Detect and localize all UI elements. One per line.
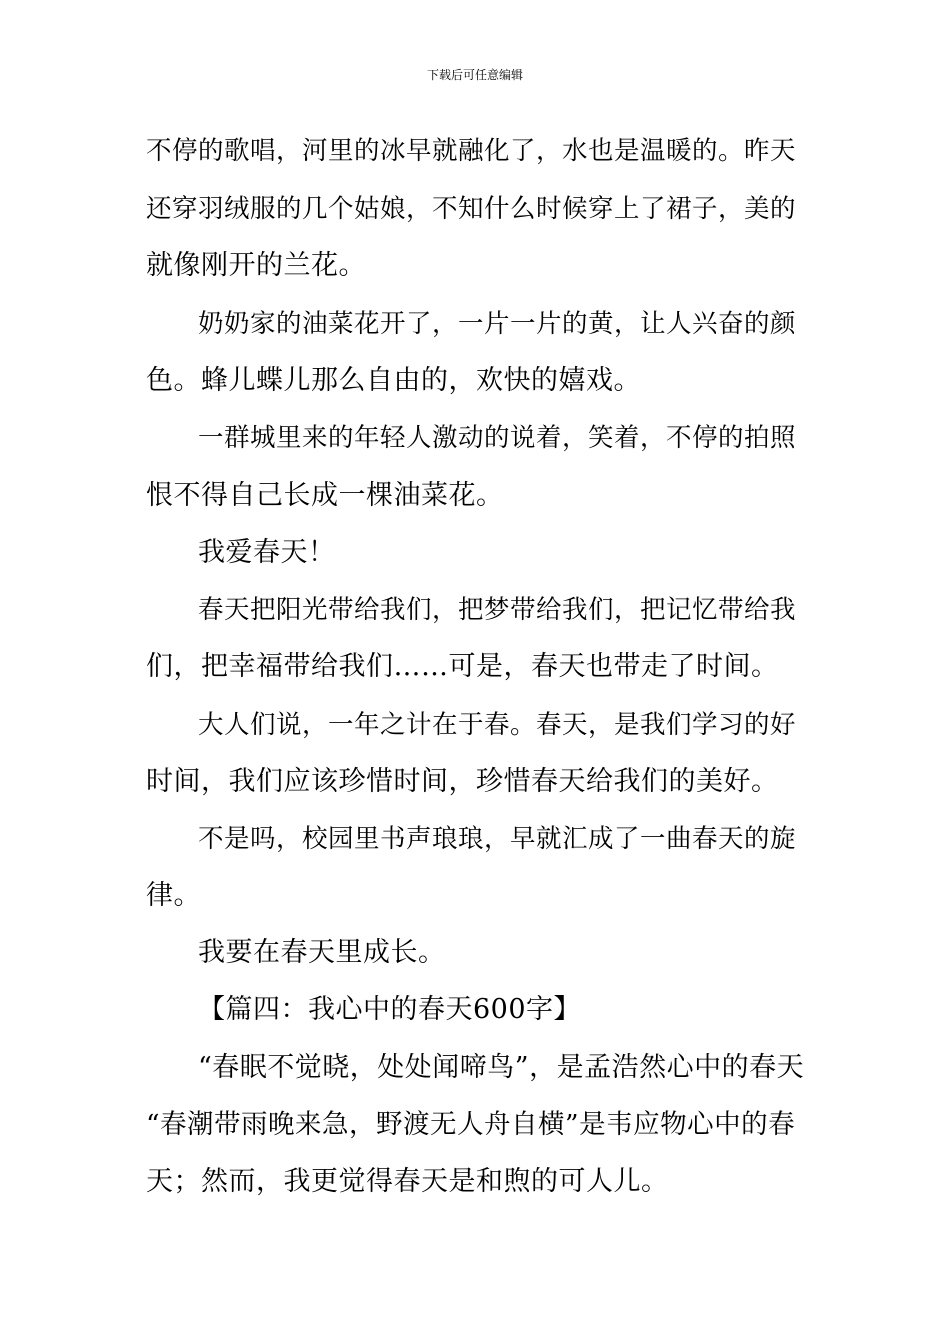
text-line: 一群城里来的年轻人激动的说着，笑着，不停的拍照 [198,423,797,453]
text-line: 还穿羽绒服的几个姑娘，不知什么时候穿上了裙子，美的 [146,194,797,224]
text-line: 不是吗，校园里书声琅琅，早就汇成了一曲春天的旋 [198,824,797,854]
text-line: 天；然而，我更觉得春天是和煦的可人儿。 [146,1166,669,1197]
text-line: 奶奶家的油菜花开了，一片一片的黄，让人兴奋的颜 [198,309,797,339]
text-line: 时间，我们应该珍惜时间，珍惜春天给我们的美好。 [146,766,779,797]
page-header: 下载后可任意编辑 [426,68,523,82]
text-line: 们，把幸福带给我们……可是，春天也带走了时间。 [146,651,779,682]
text-line: 我要在春天里成长。 [198,937,446,968]
text-line: 我爱春天！ [198,537,336,568]
text-line: 春天把阳光带给我们，把梦带给我们，把记忆带给我 [198,595,797,625]
text-line: “春眠不觉晓，处处闻啼鸟”，是孟浩然心中的春天 [198,1052,805,1083]
text-line: 律。 [146,880,201,911]
section-heading: 【篇四：我心中的春天600字】 [198,994,582,1025]
text-line: 大人们说，一年之计在于春。春天，是我们学习的好 [198,710,797,740]
text-line: 恨不得自己长成一棵油菜花。 [146,480,504,511]
text-line: 不停的歌唱，河里的冰早就融化了，水也是温暖的。昨天 [146,136,797,166]
text-line: 就像刚开的兰花。 [146,250,366,281]
text-line: “春潮带雨晚来急，野渡无人舟自横”是韦应物心中的春 [146,1109,796,1140]
text-line: 色。蜂儿蝶儿那么自由的，欢快的嬉戏。 [146,365,641,396]
